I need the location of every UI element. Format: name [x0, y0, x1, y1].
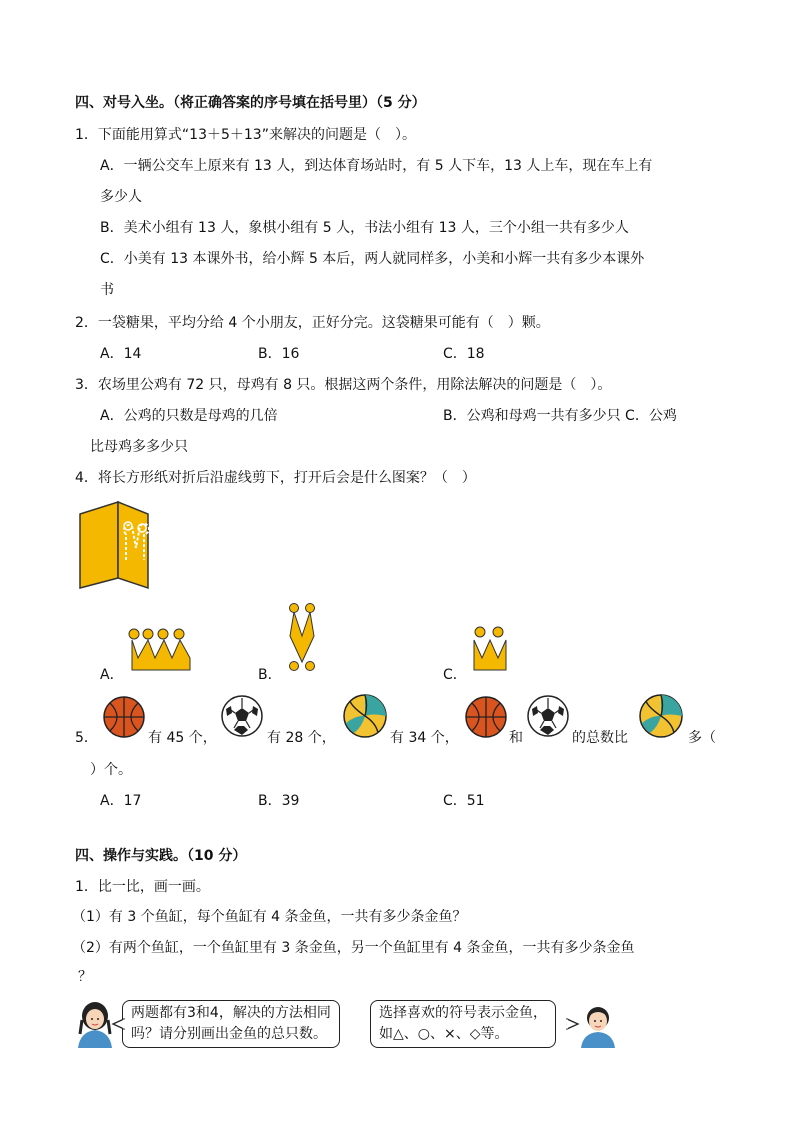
question-5-text-5: 的总数比 [572, 730, 628, 746]
question-5-text-1: 有 45 个， [148, 730, 217, 746]
question-5-text-6: 多（ [688, 730, 716, 746]
practice-question-1-part-1: （1）有 3 个鱼缸，每个鱼缸有 4 条金鱼，一共有多少条金鱼？ [72, 909, 467, 925]
question-5-line-2: ）个。 [90, 762, 132, 778]
volleyball-icon [342, 693, 388, 739]
question-3-option-c-cont: 比母鸡多多少只 [90, 439, 188, 455]
speech-bubble-girl [122, 1000, 340, 1048]
question-2-option-b: B．16 [258, 346, 300, 362]
question-1-option-c-cont: 书 [100, 282, 114, 298]
question-1-option-a: A．一辆公交车上原来有 13 人，到达体育场站时，有 5 人下车，13 人上车，现在车上有 [100, 158, 653, 174]
speech-bubble-girl-tail [113, 1018, 125, 1030]
question-1-stem: 1．下面能用算式“13＋5＋13”来解决的问题是（ ）。 [75, 127, 416, 143]
question-2-option-c: C．18 [443, 346, 485, 362]
practice-question-1-part-2-cont: ？ [78, 969, 92, 985]
question-4-option-b: B． [258, 667, 282, 683]
crown-mirror-shape-image [286, 600, 318, 674]
section-title-practice: 四、操作与实践。（10 分） [75, 848, 247, 864]
speech-bubble-boy-line-2: 如△、○、×、◇等。 [379, 1026, 509, 1042]
practice-question-1-stem: 1．比一比，画一画。 [75, 879, 210, 895]
girl-avatar-image [74, 1000, 116, 1048]
soccer-ball-icon [220, 694, 264, 738]
crown-two-points-image [470, 622, 510, 672]
section-title: 四、对号入坐。（将正确答案的序号填在括号里）（5 分） [75, 95, 426, 111]
volleyball-icon-2 [638, 693, 684, 739]
basketball-icon-2 [464, 695, 508, 739]
question-2-option-a: A．14 [100, 346, 142, 362]
soccer-ball-icon-2 [526, 694, 570, 738]
question-2-stem: 2．一袋糖果，平均分给 4 个小朋友，正好分完。这袋糖果可能有（ ）颗。 [75, 315, 550, 331]
speech-bubble-boy-tail [566, 1018, 578, 1030]
question-5-option-a: A．17 [100, 793, 142, 809]
question-4-option-a: A． [100, 667, 124, 683]
question-1-option-a-cont: 多少人 [100, 189, 142, 205]
question-5-option-c: C．51 [443, 793, 485, 809]
speech-bubble-girl-line-2: 吗？请分别画出金鱼的总只数。 [131, 1026, 327, 1042]
question-5-text-2: 有 28 个， [267, 730, 336, 746]
question-3-option-a: A．公鸡的只数是母鸡的几倍 [100, 408, 278, 424]
speech-bubble-girl-line-1: 两题都有3和4，解决的方法相同 [131, 1005, 331, 1021]
question-3-option-b: B．公鸡和母鸡一共有多少只 C．公鸡 [443, 408, 677, 424]
question-5-text-3: 有 34 个， [390, 730, 459, 746]
question-1-option-c: C．小美有 13 本课外书，给小辉 5 本后，两人就同样多，小美和小辉一共有多少本课外 [100, 251, 645, 267]
question-5-option-b: B．39 [258, 793, 300, 809]
question-5-number: 5． [75, 730, 98, 746]
basketball-icon [102, 695, 146, 739]
question-3-stem: 3．农场里公鸡有 72 只，母鸡有 8 只。根据这两个条件，用除法解决的问题是（ ）。 [75, 377, 612, 393]
question-5-text-4: 和 [509, 730, 523, 746]
question-4-stem: 4．将长方形纸对折后沿虚线剪下，打开后会是什么图案？（ ） [75, 470, 476, 486]
speech-bubble-boy-line-1: 选择喜欢的符号表示金鱼， [379, 1005, 547, 1021]
folded-paper-image [78, 500, 150, 590]
question-4-option-c: C． [443, 667, 467, 683]
boy-avatar-image [578, 1004, 618, 1048]
question-1-option-b: B．美术小组有 13 人，象棋小组有 5 人，书法小组有 13 人，三个小组一共有多少人 [100, 220, 629, 236]
practice-question-1-part-2: （2）有两个鱼缸，一个鱼缸里有 3 条金鱼，另一个鱼缸里有 4 条金鱼，一共有多少条金鱼 [72, 940, 635, 956]
speech-bubble-boy [370, 1000, 556, 1048]
crown-four-points-image [128, 624, 194, 672]
